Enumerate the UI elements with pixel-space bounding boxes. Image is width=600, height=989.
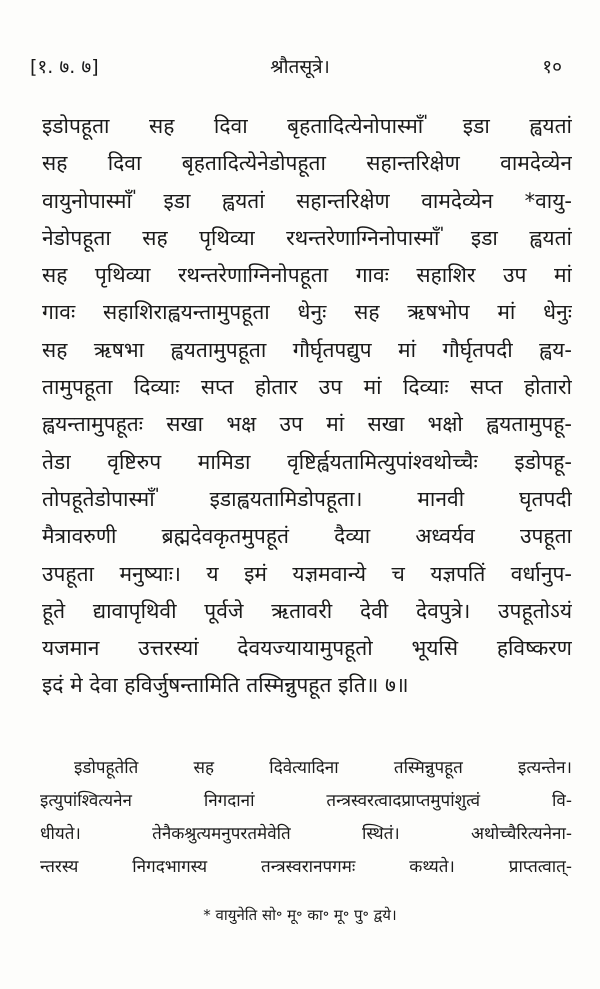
mantra-line: नेडोपहूता सह पृथिव्या रथन्तरेणाग्निनोपास्माँ॑ इडा ह्वयतां xyxy=(42,225,572,250)
commentary-line: इत्युपांश्वित्यनेन निगदानां तन्त्रस्वरत्वादप्राप्तमुपांशुत्वं वि- xyxy=(40,791,572,811)
page-number: १० xyxy=(542,56,562,78)
footnote: * वायुनेति सो॰ मू॰ का॰ मू॰ पु॰ द्वये। xyxy=(203,906,397,924)
mantra-line: ह्वयन्तामुपहूतः सखा भक्ष उप मां सखा भक्षो ह्वयतामुपहू- xyxy=(42,412,572,437)
section-reference: [१. ७. ७] xyxy=(30,56,99,78)
mantra-line: वायुनोपास्माँ॑ इडा ह्वयतां सहान्तरिक्षेण वामदेव्येन *वायु- xyxy=(42,188,572,213)
commentary-line: धीयते। तेनैकश्रुत्यमनुपरतमेवेति स्थितं। अथोच्चैरित्यनेना- xyxy=(40,824,572,844)
mantra-line: तामुपहूता दिव्याः सप्त होतार उप मां दिव्याः सप्त होतारो xyxy=(42,375,572,400)
mantra-line: सह ऋषभा ह्वयतामुपहूता गौर्घृतपद्युप मां गौर्घृतपदी ह्वय- xyxy=(42,337,572,362)
commentary-line: न्तरस्य निगदभागस्य तन्त्रस्वरानपगमः कथ्यते। प्राप्तत्वात्- xyxy=(40,857,572,877)
mantra-line: यजमान उत्तरस्यां देवयज्यायामुपहूतो भूयसि हविष्करण xyxy=(42,636,572,661)
mantra-line: गावः सहाशिराह्वयन्तामुपहूता धेनुः सह ऋषभोप मां धेनुः xyxy=(42,300,572,325)
mantra-text-block xyxy=(42,108,572,705)
mantra-line: इडोपहूता सह दिवा बृहतादित्येनोपास्माँ॑ इडा ह्वयतां xyxy=(42,114,572,138)
mantra-line: तेडा वृष्टिरुप मामिडा वृष्टिर्ह्वयतामित्युपांश्वथोच्चैः इडोपहू- xyxy=(42,449,572,474)
mantra-line: इदं मे देवा हविर्जुषन्तामिति तस्मिन्नुपहूत इति॥ ७॥ xyxy=(42,673,409,698)
commentary-line: इडोपहूतेति सह दिवेत्यादिना तस्मिन्नुपहूत इत्यन्तेन। xyxy=(74,758,572,778)
mantra-line: सह पृथिव्या रथन्तरेणाग्निनोपहूता गावः सहाशिर उप मां xyxy=(42,263,572,288)
commentary-text-block xyxy=(40,752,572,884)
page-header xyxy=(30,52,570,82)
mantra-line: मैत्रावरुणी ब्रह्मदेवकृतमुपहूतं दैव्या अध्वर्यव उपहूता xyxy=(42,524,572,549)
mantra-line: हूते द्यावापृथिवी पूर्वजे ऋतावरी देवी देवपुत्रे। उपहूतोऽयं xyxy=(42,598,572,623)
running-title: श्रौतसूत्रे। xyxy=(270,56,330,78)
mantra-line: उपहूता मनुष्याः। य इमं यज्ञमवान्ये च यज्ञपतिं वर्धानुप- xyxy=(42,561,572,586)
mantra-line: सह दिवा बृहतादित्येनेडोपहूता सहान्तरिक्षेण वामदेव्येन xyxy=(42,151,572,176)
mantra-line: तोपहूतेडोपास्माँ॑ इडाह्वयतामिडोपहूता। मानवी घृतपदी xyxy=(42,486,572,511)
